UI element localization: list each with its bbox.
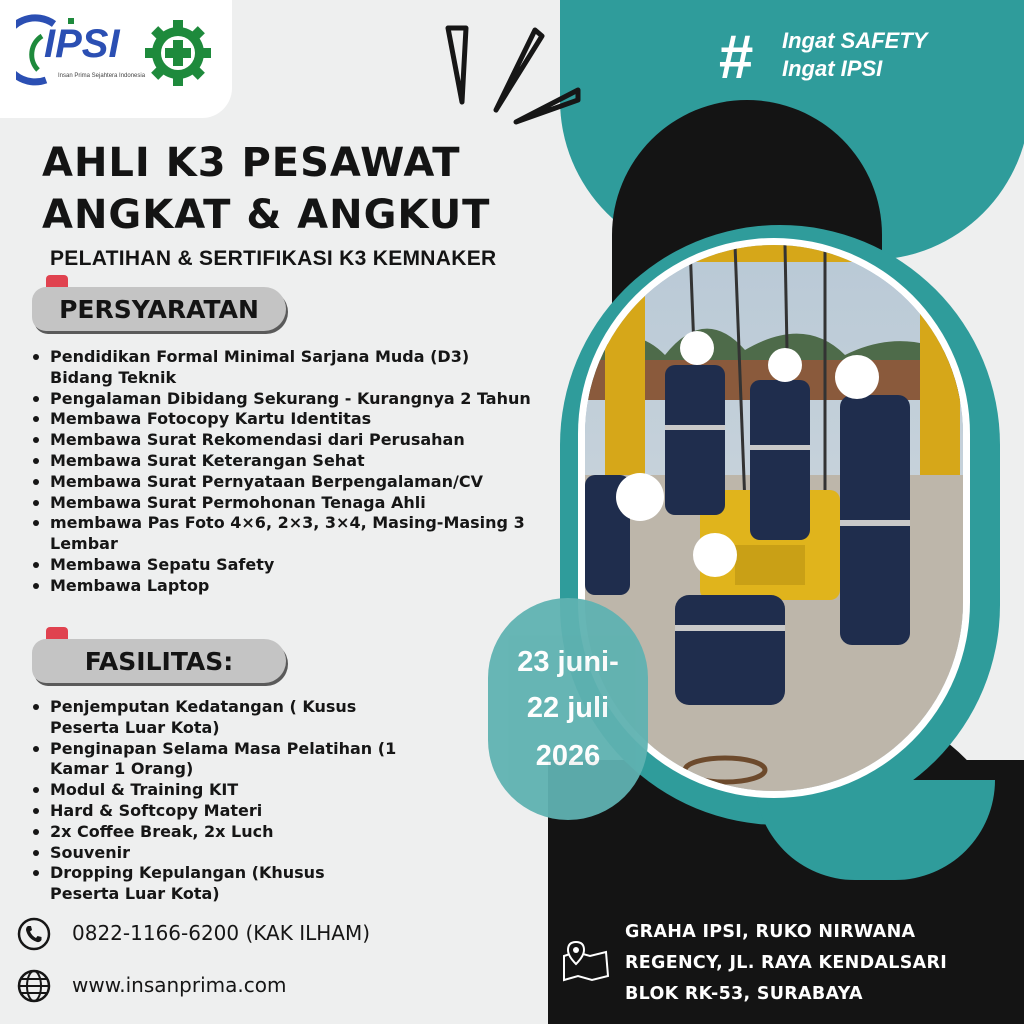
list-item: Membawa Fotocopy Kartu Identitas [32,409,552,430]
decorative-strokes-icon [440,22,590,134]
facilities-list-container [32,697,452,905]
title-line-2: ANGKAT & ANGKUT [42,192,491,238]
requirements-heading: PERSYARATAN [59,294,259,324]
list-item: Souvenir [32,843,452,864]
date-line-2: 22 juli [526,692,610,724]
date-line-3: 2026 [535,740,601,772]
list-item: Hard & Softcopy Materi [32,801,452,822]
globe-icon [16,968,52,1004]
ipsi-logo-text: IPSI [44,22,120,66]
requirements-list [32,347,552,597]
list-item: Penjemputan Kedatangan ( Kusus Peserta Luar Kota) [32,697,390,739]
title-line-1: AHLI K3 PESAWAT [42,140,461,186]
facilities-heading: FASILITAS: [84,646,234,676]
hashtag-line-2: Ingat IPSI [782,56,883,81]
website-link[interactable]: www.insanprima.com [72,973,287,997]
list-item: Pendidikan Formal Minimal Sarjana Muda (D3) Bidang Teknik [32,347,530,389]
requirements-list-container [32,347,552,597]
requirements-heading-pill [32,287,286,331]
list-item: Modul & Training KIT [32,780,452,801]
date-badge [488,598,648,820]
hashtag-line-1: Ingat SAFETY [782,28,928,53]
phone-icon [16,916,52,952]
list-item: Membawa Surat Rekomendasi dari Perusahan [32,430,552,451]
list-item: Membawa Surat Pernyataan Berpengalaman/CV [32,472,552,493]
list-item: Dropping Kepulangan (Khusus Peserta Luar Kota) [32,863,360,905]
address-line-3: BLOK RK-53, SURABAYA [625,984,863,1004]
address-line-2: REGENCY, JL. RAYA KENDALSARI [625,953,948,973]
k3-gear-cross-icon [143,18,213,88]
facilities-list [32,697,452,905]
phone-number[interactable]: 0822-1166-6200 (KAK ILHAM) [72,921,371,945]
list-item: Penginapan Selama Masa Pelatihan (1 Kamar 1 Orang) [32,739,400,781]
list-item: membawa Pas Foto 4×6, 2×3, 3×4, Masing-Masing 3 Lembar [32,513,550,555]
list-item: Pengalaman Dibidang Sekurang - Kurangnya 2 Tahun [32,389,540,410]
facilities-heading-pill [32,639,286,683]
list-item: Membawa Surat Permohonan Tenaga Ahli [32,493,552,514]
list-item: Membawa Laptop [32,576,552,597]
subtitle: PELATIHAN & SERTIFIKASI K3 KEMNAKER [50,247,497,270]
list-item: Membawa Surat Keterangan Sehat [32,451,552,472]
logo-panel [0,0,232,118]
map-pin-icon [560,940,612,982]
date-line-1: 23 juni- [517,646,619,678]
list-item: 2x Coffee Break, 2x Luch [32,822,452,843]
hashtag-symbol: # [718,23,753,92]
ipsi-tagline: Insan Prima Sejahtera Indonesia [58,73,146,79]
hashtag-block [718,23,1018,92]
list-item: Membawa Sepatu Safety [32,555,552,576]
address-line-1: GRAHA IPSI, RUKO NIRWANA [625,922,916,942]
